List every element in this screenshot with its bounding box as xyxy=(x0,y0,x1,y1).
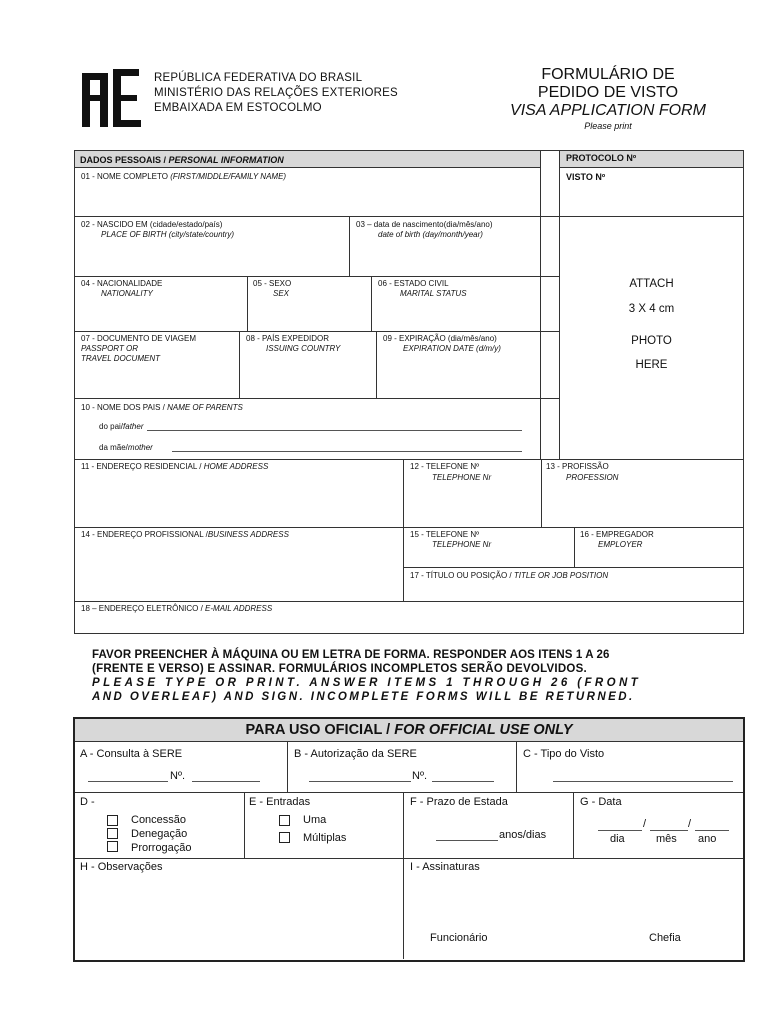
field-13-label: 13 - PROFISSÃO xyxy=(546,462,609,471)
data-dia-input[interactable] xyxy=(598,830,642,831)
form-title-2: PEDIDO DE VISTO xyxy=(537,84,679,101)
prazo-estada-unit: anos/dias xyxy=(499,829,547,841)
field-06-label: 06 - ESTADO CIVIL xyxy=(378,279,449,288)
issuing-country-input[interactable] xyxy=(241,358,375,397)
entrada-uma-checkbox[interactable] xyxy=(279,815,290,826)
marital-status-input[interactable] xyxy=(373,300,539,330)
prazo-estada-input[interactable] xyxy=(436,840,498,841)
data-label: G - Data xyxy=(580,796,622,808)
job-title-input[interactable] xyxy=(405,582,743,600)
field-12-label-en: TELEPHONE Nr xyxy=(432,473,492,482)
photo-here: HERE xyxy=(635,359,668,371)
field-16-label-en: EMPLOYER xyxy=(598,540,643,549)
consulta-sere-input-2[interactable] xyxy=(192,781,260,782)
field-08-label-en: ISSUING COUNTRY xyxy=(266,344,341,353)
autorizacao-sere-input-1[interactable] xyxy=(309,781,411,782)
email-input[interactable] xyxy=(76,615,742,633)
form-title-en: VISA APPLICATION FORM xyxy=(510,102,706,119)
sex-input[interactable] xyxy=(249,300,370,330)
consulta-sere-no: Nº. xyxy=(170,770,186,782)
photo-photo: PHOTO xyxy=(631,335,672,347)
official-title: PARA USO OFICIAL / FOR OFFICIAL USE ONLY xyxy=(245,722,573,738)
entrada-uma-label: Uma xyxy=(303,814,327,826)
field-11-label: 11 - ENDEREÇO RESIDENCIAL / HOME ADDRESS xyxy=(81,462,269,471)
field-07-label: 07 - DOCUMENTO DE VIAGEM xyxy=(81,334,196,343)
data-mes-label: mês xyxy=(656,833,677,845)
instructions-pt-1: FAVOR PREENCHER À MÁQUINA OU EM LETRA DE FORMA. RESPONDER AOS ITENS 1 A 26 xyxy=(92,649,610,661)
please-print: Please print xyxy=(584,121,632,131)
consulta-sere-label: A - Consulta à SERE xyxy=(80,748,183,760)
photo-size: 3 X 4 cm xyxy=(628,303,675,315)
nationality-input[interactable] xyxy=(76,300,246,330)
entrada-multiplas-checkbox[interactable] xyxy=(279,832,290,843)
data-slash-2: / xyxy=(688,818,692,830)
embassy-logo xyxy=(80,67,142,127)
field-08-label: 08 - PAÍS EXPEDIDOR xyxy=(246,334,329,343)
signature-funcionario: Funcionário xyxy=(430,932,488,944)
logo-ae-icon xyxy=(80,67,142,127)
data-mes-input[interactable] xyxy=(650,830,688,831)
field-09-label: 09 - EXPIRAÇÃO (dia/mês/ano) xyxy=(383,334,497,343)
mother-name-input[interactable] xyxy=(172,451,522,452)
field-09-label-en: EXPIRATION DATE (d/m/y) xyxy=(403,344,501,353)
field-05-label-en: SEX xyxy=(273,289,290,298)
visto-label: VISTO Nº xyxy=(566,172,606,182)
field-01-label: 01 - NOME COMPLETO (FIRST/MIDDLE/FAMILY NAME) xyxy=(81,172,287,181)
field-03-label-en: date of birth (day/month/year) xyxy=(378,230,483,239)
instructions-en-2: AND OVERLEAF) AND SIGN. INCOMPLETE FORMS WILL BE RETURNED. xyxy=(92,691,635,703)
field-17-label: 17 - TÍTULO OU POSIÇÃO / TITLE OR JOB POSITION xyxy=(410,571,609,580)
data-ano-label: ano xyxy=(698,833,717,845)
header-embassy: EMBAIXADA EM ESTOCOLMO xyxy=(154,102,322,114)
home-telephone-input[interactable] xyxy=(405,486,540,526)
field-03-label: 03 – data de nascimento(dia/mês/ano) xyxy=(356,220,493,229)
header-ministry: MINISTÉRIO DAS RELAÇÕES EXTERIORES xyxy=(154,87,398,99)
assinaturas-label: I - Assinaturas xyxy=(410,861,480,873)
autorizacao-sere-label: B - Autorização da SERE xyxy=(294,748,417,760)
full-name-input[interactable] xyxy=(76,184,538,214)
place-of-birth-input[interactable] xyxy=(76,242,348,275)
field-02-label: 02 - NASCIDO EM (cidade/estado/país) xyxy=(81,220,223,229)
profession-input[interactable] xyxy=(543,486,743,526)
entrada-multiplas-label: Múltiplas xyxy=(303,832,347,844)
form-title-1: FORMULÁRIO DE xyxy=(541,66,675,83)
prorrogacao-checkbox[interactable] xyxy=(107,841,118,852)
denegacao-checkbox[interactable] xyxy=(107,828,118,839)
d-label: D - xyxy=(80,796,95,808)
photo-placeholder[interactable] xyxy=(560,217,743,459)
field-14-label: 14 - ENDEREÇO PROFISSIONAL /BUSINESS ADDRESS xyxy=(81,530,289,539)
data-ano-input[interactable] xyxy=(695,830,729,831)
data-slash-1: / xyxy=(643,818,647,830)
consulta-sere-input-1[interactable] xyxy=(88,781,168,782)
mother-label: da mãe/mother xyxy=(99,443,153,452)
date-of-birth-input[interactable] xyxy=(351,242,539,275)
personal-section-title: DADOS PESSOAIS / PERSONAL INFORMATION xyxy=(80,155,284,165)
field-04-label: 04 - NACIONALIDADE xyxy=(81,279,163,288)
business-address-input[interactable] xyxy=(76,542,402,600)
field-06-label-en: MARITAL STATUS xyxy=(400,289,467,298)
field-15-label-en: TELEPHONE Nr xyxy=(432,540,492,549)
field-05-label: 05 - SEXO xyxy=(253,279,292,288)
tipo-visto-label: C - Tipo do Visto xyxy=(523,748,605,760)
field-04-label-en: NATIONALITY xyxy=(101,289,153,298)
employer-input[interactable] xyxy=(576,552,743,566)
entradas-label: E - Entradas xyxy=(249,796,311,808)
home-address-input[interactable] xyxy=(76,474,402,526)
instructions-en-1: PLEASE TYPE OR PRINT. ANSWER ITEMS 1 THROUGH 26 (FRONT xyxy=(92,677,642,689)
field-16-label: 16 - EMPREGADOR xyxy=(580,530,654,539)
prazo-estada-label: F - Prazo de Estada xyxy=(410,796,508,808)
travel-document-input[interactable] xyxy=(76,366,238,397)
instructions-pt-2: (FRENTE E VERSO) E ASSINAR. FORMULÁRIOS INCOMPLETOS SERÃO DEVOLVIDOS. xyxy=(92,663,587,675)
concessao-checkbox[interactable] xyxy=(107,815,118,826)
photo-attach: ATTACH xyxy=(629,278,674,290)
signature-chefia: Chefia xyxy=(649,932,681,944)
prorrogacao-label: Prorrogação xyxy=(131,842,192,854)
signature-area[interactable] xyxy=(405,876,742,926)
field-15-label: 15 - TELEFONE Nº xyxy=(410,530,480,539)
field-07-label-en2: TRAVEL DOCUMENT xyxy=(81,354,160,363)
father-label: do pai/father xyxy=(99,422,144,431)
field-02-label-en: PLACE OF BIRTH (city/state/country) xyxy=(101,230,235,239)
field-07-label-en1: PASSPORT OR xyxy=(81,344,139,353)
autorizacao-sere-input-2[interactable] xyxy=(432,781,494,782)
denegacao-label: Denegação xyxy=(131,828,188,840)
observacoes-label: H - Observações xyxy=(80,861,163,873)
tipo-visto-input[interactable] xyxy=(553,781,733,782)
concessao-label: Concessão xyxy=(131,814,187,826)
expiration-date-input[interactable] xyxy=(378,358,539,397)
father-name-input[interactable] xyxy=(147,430,522,431)
field-18-label: 18 – ENDEREÇO ELETRÔNICO / E-MAIL ADDRESS xyxy=(81,604,273,613)
business-telephone-input[interactable] xyxy=(405,552,573,566)
field-10-label: 10 - NOME DOS PAIS / NAME OF PARENTS xyxy=(81,403,243,412)
protocolo-label: PROTOCOLO Nº xyxy=(566,153,637,163)
header-republic: REPÚBLICA FEDERATIVA DO BRASIL xyxy=(154,72,363,84)
data-dia-label: dia xyxy=(610,833,625,845)
observacoes-input[interactable] xyxy=(77,876,401,958)
field-13-label-en: PROFESSION xyxy=(566,473,619,482)
field-12-label: 12 - TELEFONE Nº xyxy=(410,462,480,471)
autorizacao-sere-no: Nº. xyxy=(412,770,428,782)
